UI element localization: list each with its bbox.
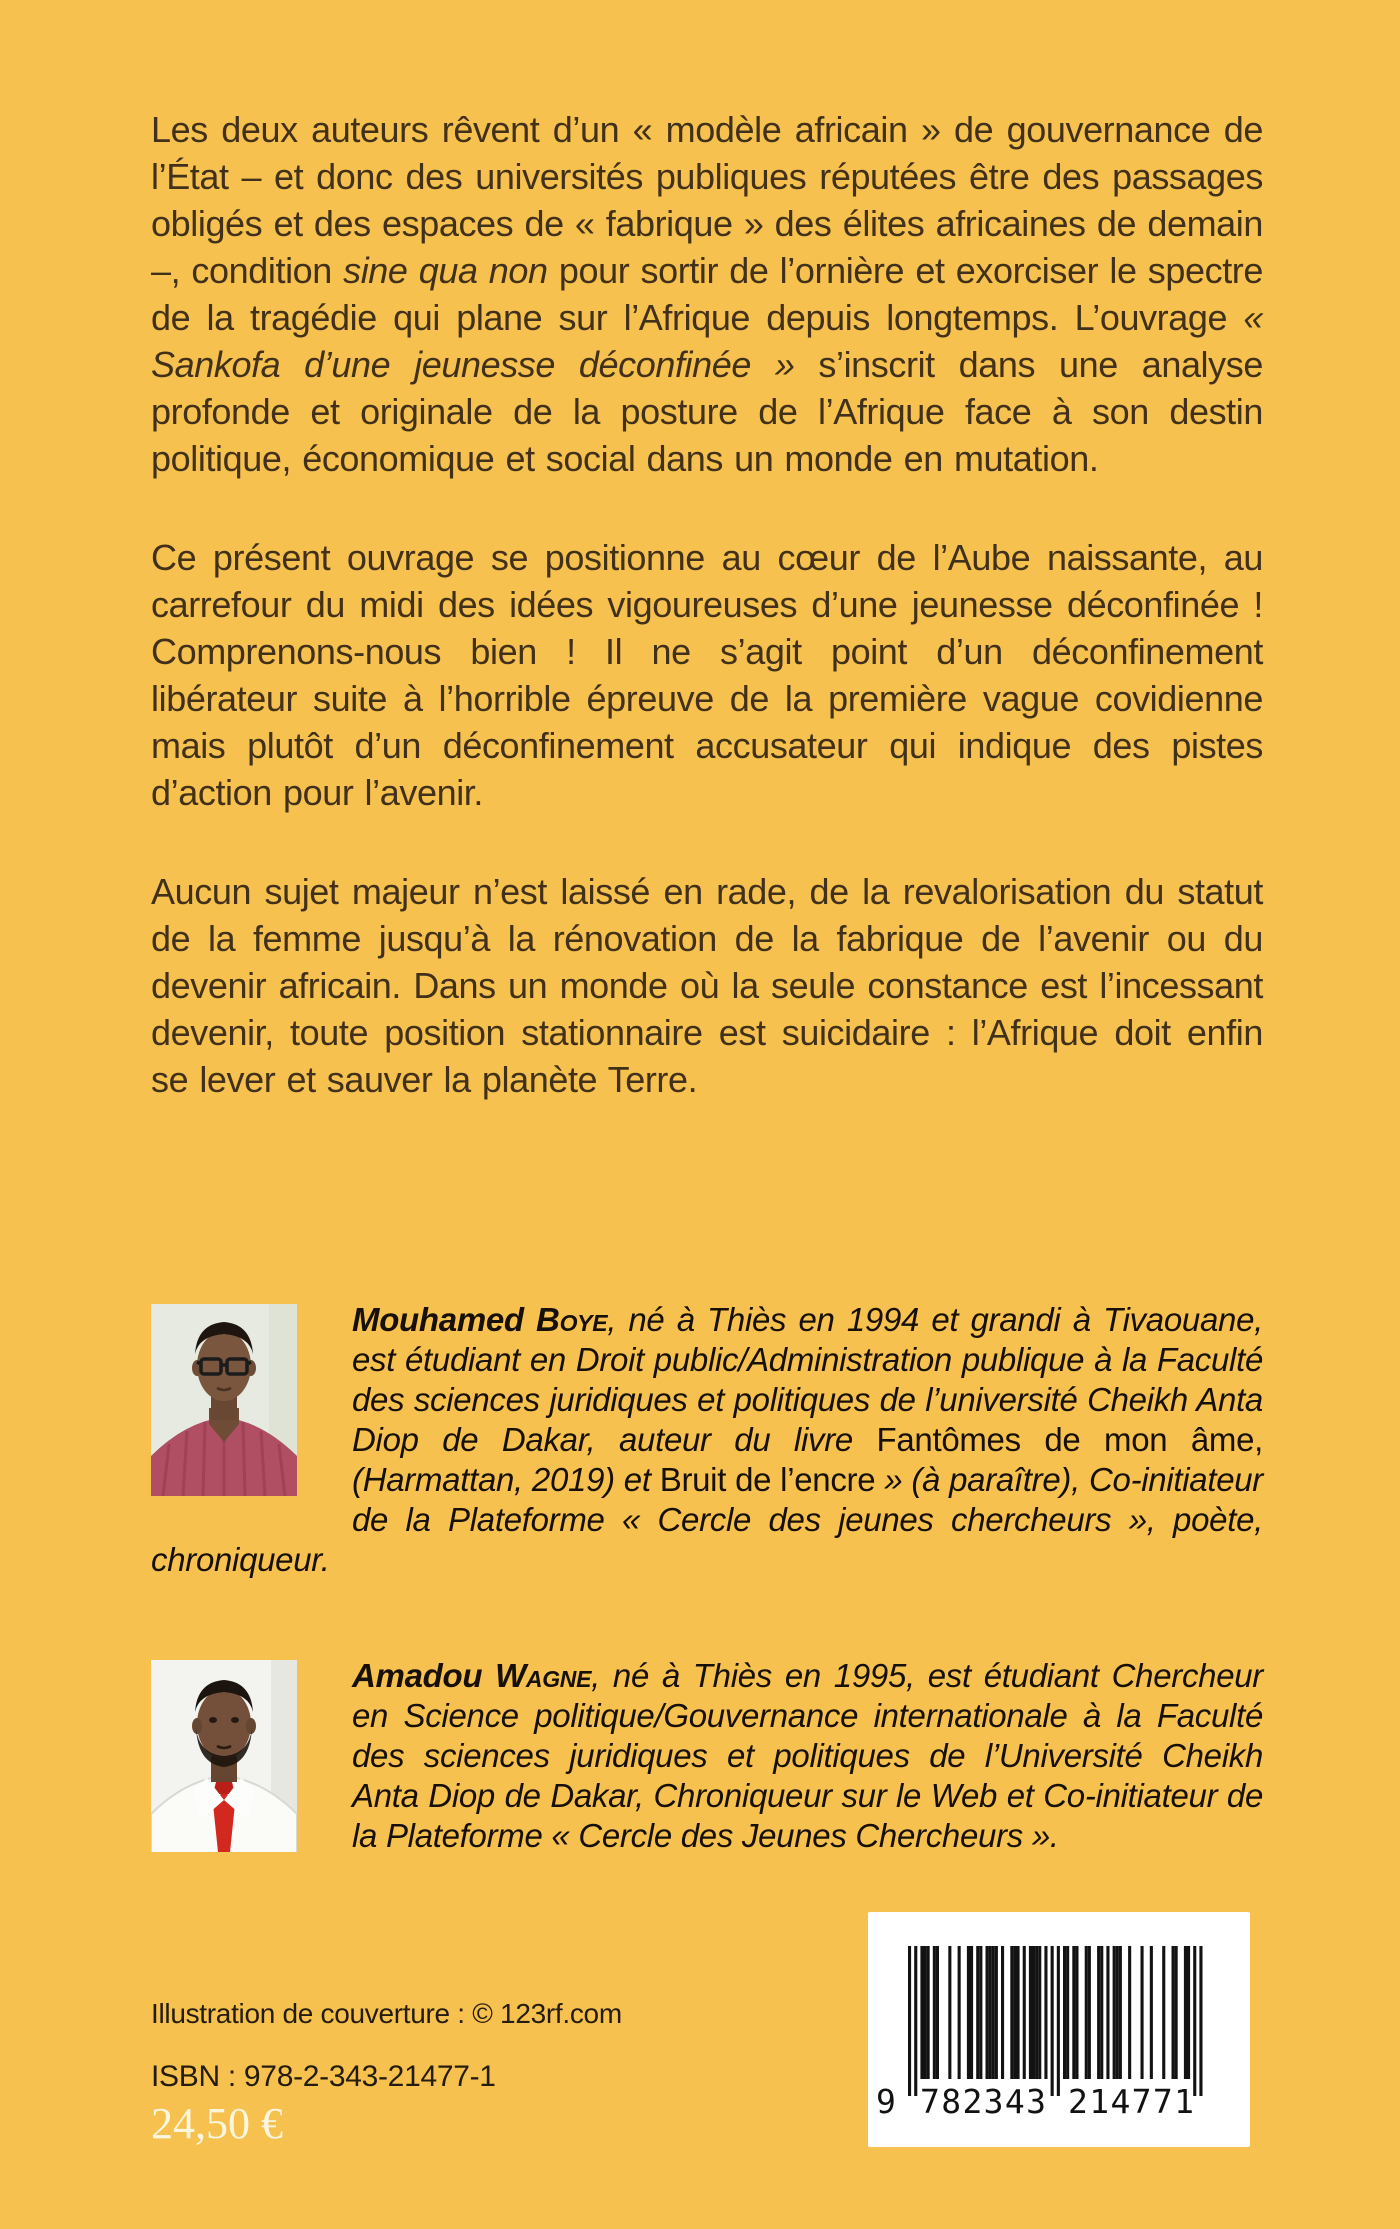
svg-text:9: 9 <box>876 2082 896 2121</box>
barcode <box>868 1912 1250 2147</box>
isbn-label: ISBN : 978-2-343-21477-1 <box>151 2060 496 2093</box>
synopsis <box>151 106 1263 1155</box>
illustration-credit: Illustration de couverture : © 123rf.com <box>151 1998 622 2029</box>
author-photo-amadou-wagne <box>151 1660 297 1852</box>
barcode-bars <box>868 1912 1250 2147</box>
synopsis-paragraph: Les deux auteurs rêvent d’un « modèle africain » de gouvernance de l’État – et donc des universités publiques réputées être des passages obligés et des espaces de « fabrique » des élites africaines de demain –, condition sine qua non pour sortir de l’ornière et exorciser le spectre de la tragédie qui plane sur l’Afrique depuis longtemps. L’ouvrage « Sankofa d’une jeunesse déconfinée » s’inscrit dans une analyse profonde et originale de la posture de l’Afrique face à son destin politique, économique et social dans un monde en mutation. <box>151 109 1264 479</box>
price-label: 24,50 € <box>151 2099 283 2148</box>
author-bio-text: Mouhamed Boye, né à Thiès en 1994 et grandi à Tivaouane, est étudiant en Droit public/Administration publique à la Faculté des sciences juridiques et politiques de l’université Cheikh Anta Diop de Dakar, auteur du livre Fantômes de mon âme, (Harmattan, 2019) et Bruit de l’encre » (à paraître), Co-initiateur de la Plateforme « Cercle des jeunes chercheurs », poète, chroniqueur. <box>151 1301 1263 1578</box>
author-bio-mouhamed-boye <box>151 1300 1263 1580</box>
author-bio-text: Amadou Wagne, né à Thiès en 1995, est étudiant Chercheur en Science politique/Gouvernance internationale à la Faculté des sciences juridiques et politiques de l’Université Cheikh Anta Diop de Dakar, Chroniqueur sur le Web et Co-initiateur de la Plateforme « Cercle des Jeunes Chercheurs ». <box>352 1657 1263 1854</box>
author-photo-mouhamed-boye <box>151 1304 297 1496</box>
synopsis-paragraph: Ce présent ouvrage se positionne au cœur de l’Aube naissante, au carrefour du midi des idées vigoureuses d’une jeunesse déconfinée ! Comprenons-nous bien ! Il ne s’agit point d’un déconfinement libérateur suite à l’horrible épreuve de la première vague covidienne mais plutôt d’un déconfinement accusateur qui indique des pistes d’action pour l’avenir. <box>151 537 1263 813</box>
svg-text:214771: 214771 <box>1068 2082 1194 2121</box>
svg-text:782343: 782343 <box>920 2082 1046 2121</box>
synopsis-paragraph: Aucun sujet majeur n’est laissé en rade, de la revalorisation du statut de la femme jusqu’à la rénovation de la fabrique de l’avenir ou du devenir africain. Dans un monde où la seule constance est l’incessant devenir, toute position stationnaire est suicidaire : l’Afrique doit enfin se lever et sauver la planète Terre. <box>151 871 1263 1100</box>
author-bio-amadou-wagne <box>151 1656 1263 1870</box>
